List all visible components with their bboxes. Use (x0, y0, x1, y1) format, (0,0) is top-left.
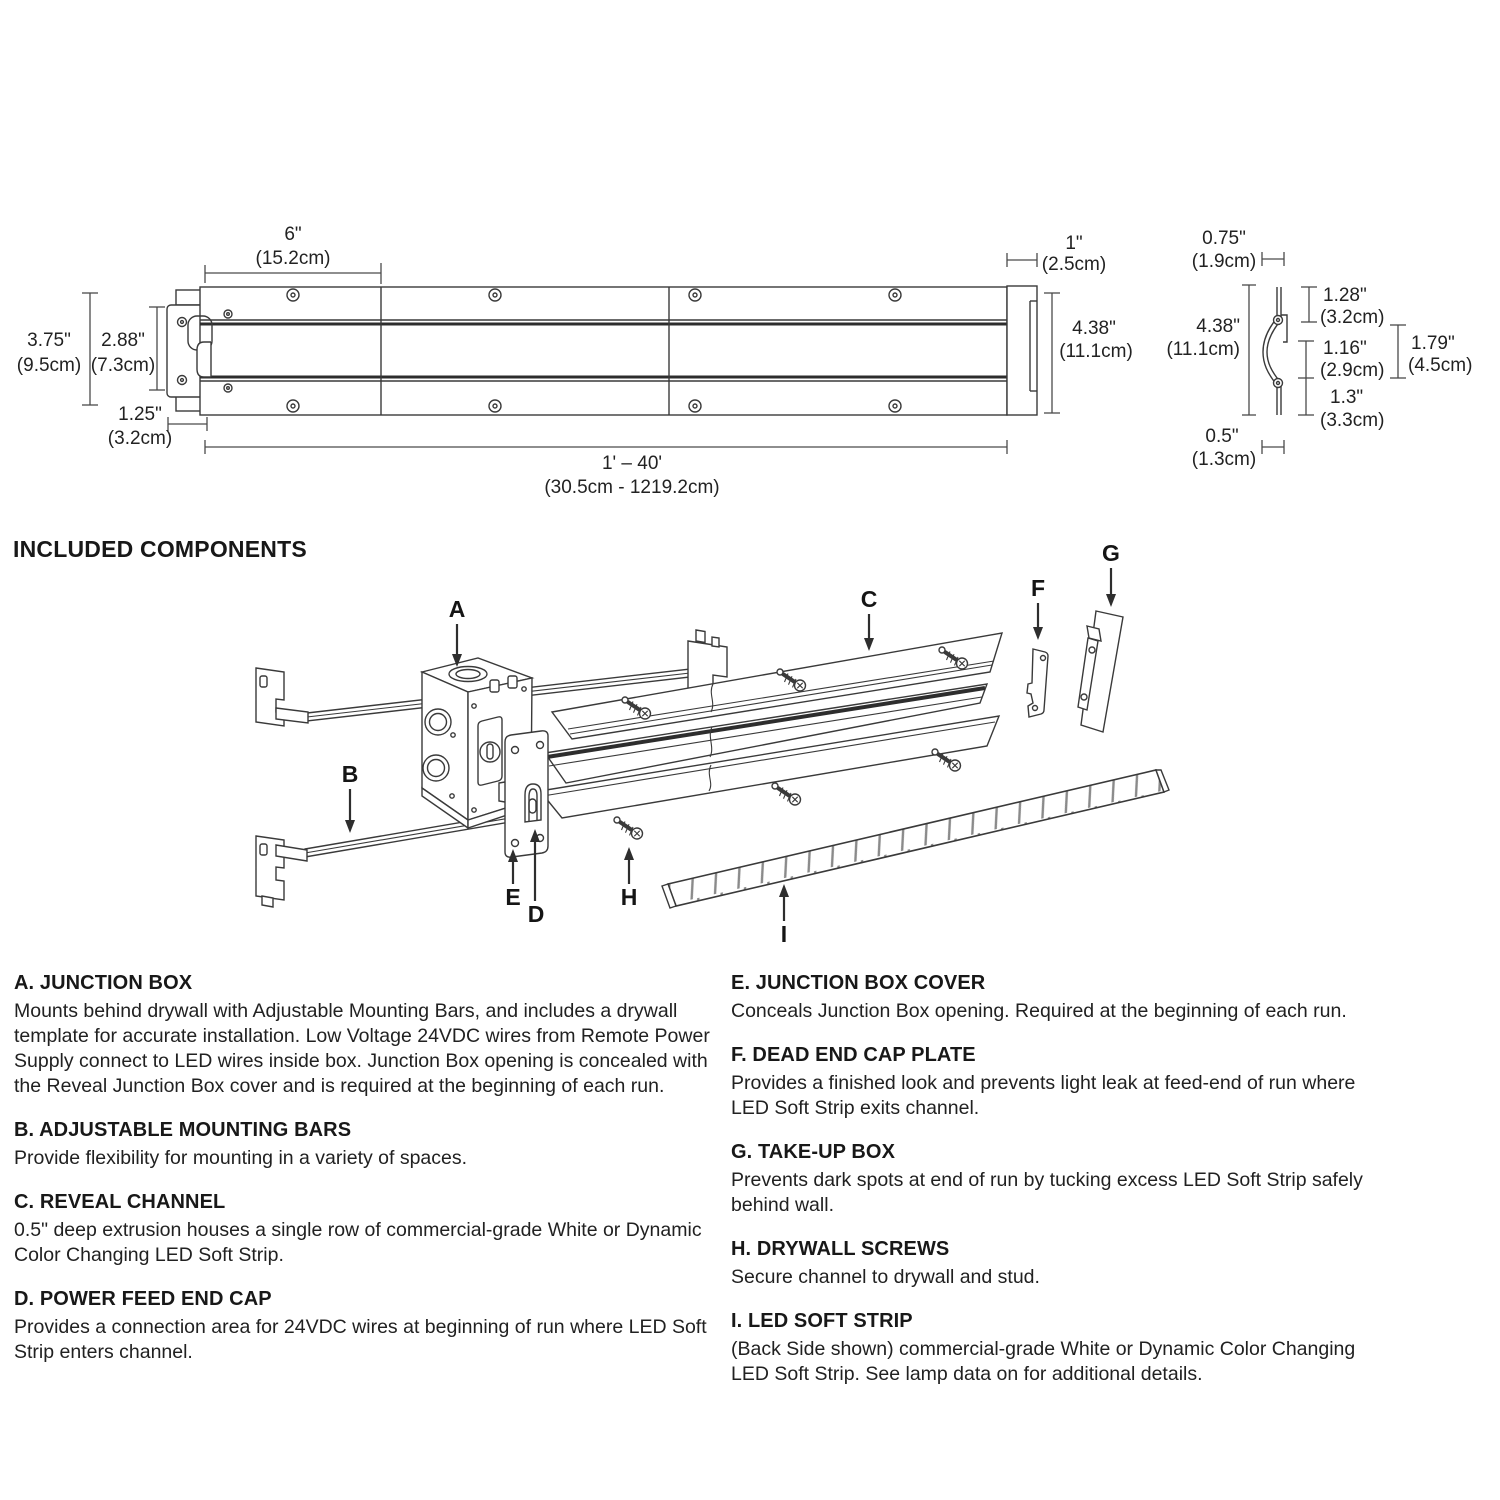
component-section-h (731, 1238, 1386, 1290)
dim-value: 1.25" (118, 404, 162, 425)
dim-metric: (3.2cm) (1320, 307, 1385, 328)
profile-view (1263, 287, 1287, 415)
component-body: (Back Side shown) commercial-grade White or Dynamic Color Changing LED Soft Strip. See lamp data on for additional details. (731, 1338, 1356, 1385)
dim-value: 4.38" (1196, 316, 1240, 337)
dim-0-75in (1192, 228, 1284, 272)
arrow-down-icon (345, 820, 355, 833)
dim-4-38in-plan (1044, 293, 1133, 413)
bar-clamp (490, 680, 499, 692)
label-dead-end-cap: F (1030, 575, 1046, 601)
led-soft-strip (662, 770, 1169, 908)
legend-column-left (14, 972, 712, 1385)
dim-run-length (205, 440, 1007, 498)
dim-metric: (7.3cm) (90, 355, 156, 376)
power-feed-end-cap (525, 784, 541, 822)
dim-4-38in-profile (1166, 285, 1256, 415)
dim-metric: (15.2cm) (255, 248, 331, 269)
profile-boss (1274, 316, 1283, 325)
legend-column-right (731, 972, 1386, 1407)
bar-clamp (508, 676, 517, 688)
component-body: Provide flexibility for mounting in a variety of spaces. (14, 1147, 468, 1169)
arrow-up-icon (779, 884, 789, 897)
dim-metric: (11.1cm) (1059, 341, 1133, 362)
dim-value: 4.38" (1072, 318, 1116, 339)
arrow-down-icon (864, 638, 874, 651)
dim-value: 1.16" (1323, 338, 1367, 359)
component-title: B. ADJUSTABLE MOUNTING BARS (14, 1119, 352, 1141)
dim-metric: (3.3cm) (1320, 410, 1385, 431)
dim-value: 1.28" (1323, 285, 1367, 306)
dim-1-28in (1301, 285, 1384, 328)
label-reveal-channel: C (860, 586, 878, 612)
label-led-soft-strip: I (780, 921, 788, 947)
dim-metric: (2.5cm) (1041, 254, 1107, 275)
dim-1-3in (1298, 378, 1384, 431)
dim-value: 1" (1065, 233, 1083, 254)
label-junction-box: A (448, 596, 466, 622)
dim-metric: (11.1cm) (1166, 339, 1240, 360)
component-body: Mounts behind drywall with Adjustable Mounting Bars, and includes a drywall template for accurate installation. Low Voltage 24VDC wires from Remote Power Supply connect to LED wires inside box. Junction Box opening is concealed with the Reveal Junction Box cover and is required at the beginning of each run. (14, 1000, 710, 1097)
component-title: G. TAKE-UP BOX (731, 1141, 896, 1163)
reveal-channel (540, 633, 1002, 818)
dim-metric: (4.5cm) (1408, 355, 1473, 376)
component-section-d (14, 1288, 712, 1365)
label-mounting-bars: B (341, 761, 359, 787)
feed-cylinder (197, 342, 211, 377)
dim-value: 1.79" (1411, 333, 1455, 354)
dim-metric: (1.3cm) (1191, 449, 1257, 470)
take-up-box (1078, 611, 1123, 732)
dim-6in (205, 224, 381, 284)
component-title: A. JUNCTION BOX (14, 972, 193, 994)
component-section-c (14, 1191, 712, 1268)
dim-0-5in (1192, 426, 1284, 470)
dim-value: 1.3" (1330, 387, 1364, 408)
component-section-b (14, 1119, 712, 1171)
component-title: H. DRYWALL SCREWS (731, 1238, 950, 1260)
dim-metric: (9.5cm) (16, 355, 82, 376)
dim-1-16in (1298, 338, 1384, 381)
component-body: Prevents dark spots at end of run by tucking excess LED Soft Strip safely behind wall. (731, 1169, 1363, 1216)
arrow-down-icon (1033, 627, 1043, 640)
component-title: E. JUNCTION BOX COVER (731, 972, 986, 994)
component-body: Provides a connection area for 24VDC wires at beginning of run where LED Soft Strip enters channel. (14, 1316, 707, 1363)
plan-view (167, 286, 1037, 415)
dim-1-79in (1390, 325, 1472, 378)
arrow-down-icon (1106, 594, 1116, 607)
dim-value: 1' – 40' (601, 453, 663, 474)
label-drywall-screws: H (620, 884, 638, 910)
profile-boss (1274, 379, 1283, 388)
end-cap (1007, 286, 1037, 415)
dim-metric: (1.9cm) (1191, 251, 1257, 272)
dim-value: 2.88" (101, 330, 145, 351)
dim-metric: (2.9cm) (1320, 360, 1385, 381)
dim-value: 6" (284, 224, 302, 245)
component-title: D. POWER FEED END CAP (14, 1288, 272, 1310)
component-section-g (731, 1141, 1386, 1218)
component-title: I. LED SOFT STRIP (731, 1310, 913, 1332)
label-power-feed-end-cap: D (527, 901, 545, 927)
dim-1in (1007, 233, 1106, 275)
component-section-a (14, 972, 712, 1099)
dim-metric: (3.2cm) (107, 428, 173, 449)
dim-2-88in (91, 307, 165, 390)
exploded-view (256, 540, 1169, 947)
component-body: Secure channel to drywall and stud. (731, 1266, 1040, 1288)
dim-metric: (30.5cm - 1219.2cm) (544, 477, 720, 498)
component-section-e (731, 972, 1386, 1024)
component-section-f (731, 1044, 1386, 1121)
dim-3-75in (17, 293, 98, 405)
component-body: Provides a finished look and prevents light leak at feed-end of run where LED Soft Strip exits channel. (731, 1072, 1356, 1119)
label-junction-box-cover: E (505, 884, 521, 910)
channel-body (200, 287, 1007, 415)
component-body: Conceals Junction Box opening. Required at the beginning of each run. (731, 1000, 1347, 1022)
component-title: C. REVEAL CHANNEL (14, 1191, 226, 1213)
component-title: F. DEAD END CAP PLATE (731, 1044, 976, 1066)
dim-value: 0.5" (1205, 426, 1239, 447)
label-take-up-box: G (1102, 540, 1120, 566)
arrow-up-icon (624, 847, 634, 860)
dim-value: 3.75" (27, 330, 71, 351)
mounting-bar-lower (256, 814, 510, 907)
included-components-heading: INCLUDED COMPONENTS (13, 536, 307, 562)
dim-value: 0.75" (1202, 228, 1246, 249)
component-body: 0.5" deep extrusion houses a single row of commercial-grade White or Dynamic Color Changing LED Soft Strip. (14, 1219, 702, 1266)
dead-end-cap-plate (1027, 649, 1048, 717)
component-section-i (731, 1310, 1386, 1387)
